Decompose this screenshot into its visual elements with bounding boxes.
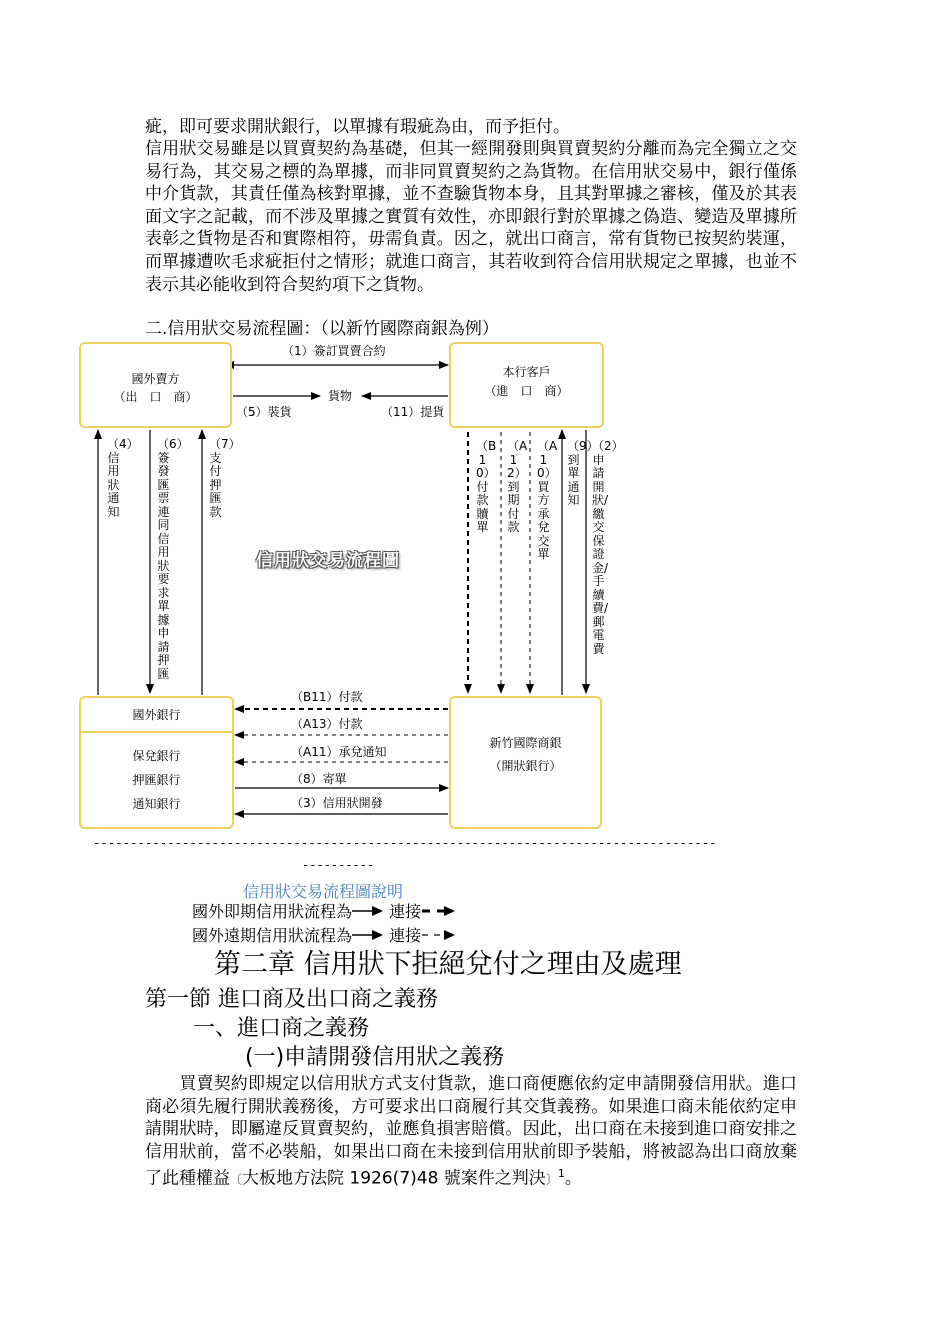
legend-usance: [192, 926, 457, 946]
paragraph-text: 買賣契約即規定以信用狀方式支付貨款，進口商便應依約定申請開發信用狀。進口商必須先履行開狀義務後，方可要求出口商履行其交貨義務。如果進口商未能依約定申請開狀時，即屬違反買賣契約，並應負損害賠償。因此，出口商在未接到進口商安排之信用狀前，當不必裝船，如果出口商在未接到信用狀前即予裝船，將被認為出口商放棄了此種權益: [145, 1074, 797, 1190]
box-sublabel: （出 口 商）: [113, 390, 198, 404]
separator-line: ------------------------------------------------------------------------------------: [93, 836, 717, 850]
legend-usance-label: 國外遠期信用狀流程為: [192, 926, 353, 945]
v2-label: （2）申請開狀/繳交保證金/手續費/郵電費: [592, 439, 624, 656]
paragraph-end: 。: [564, 1169, 582, 1190]
goods-label: 貨物: [325, 389, 355, 403]
body-paragraph: 信用狀交易雖是以買賣契約為基礎，但其一經開發則與買賣契約分離而為完全獨立之交易行為，其交易之標的為單據，而非同買賣契約之為貨物。在信用狀交易中，銀行僅係中介貨款，其責任僅為核對單據，並不查驗貨物本身，且其對單據之審核，僅及於其表面文字之記載，而不涉及單據之實質有效性，亦即銀行對於單據之偽造、變造及單據所表彰之貨物是否和實際相符，毋需負責。因之，就出口商言，常有貨物已按契約裝運，而單據遭吹毛求疵拒付之情形；就進口商言，其若收到符合信用狀規定之單據，也並不表示其必能收到符合契約項下之貨物。: [145, 139, 797, 295]
box-divider: [81, 731, 232, 733]
v7-label: （7）支付押匯款: [209, 437, 241, 519]
subsection-heading: 一、進口商之義務: [193, 1016, 370, 1041]
legend-sight-connect: 連接: [389, 902, 422, 921]
a13-label: （A13）付款: [288, 717, 365, 731]
bank-role: 押匯銀行: [132, 773, 181, 787]
bank-role: 保兌銀行: [132, 749, 181, 763]
contract-label: （1）簽訂買賣合約: [279, 344, 389, 358]
box-label: 國外賣方: [131, 372, 180, 386]
box-title: 國外銀行: [132, 708, 181, 722]
section-heading: 第一節 進口商及出口商之義務: [145, 987, 438, 1012]
bank-role: 通知銀行: [132, 797, 181, 811]
section-heading: 二.信用狀交易流程圖：（以新竹國際商銀為例）: [145, 319, 499, 339]
box-sublabel: （進 口 商）: [484, 384, 569, 398]
body-paragraph: [145, 1073, 797, 1192]
diagram-title: 信用狀交易流程圖: [256, 551, 400, 571]
l8-label: （8）寄單: [288, 772, 350, 786]
our-customer-box: [449, 342, 604, 428]
subsubsection-heading: (一)申請開發信用狀之義務: [245, 1045, 505, 1070]
shipment-label: （5）裝貨: [233, 405, 295, 419]
solid-arrow-icon: [352, 929, 384, 941]
citation-bracket-close: 〕: [545, 1173, 558, 1188]
box-label: 本行客戶: [502, 365, 551, 379]
pickup-label: （11）提貨: [378, 405, 447, 419]
bold-dashed-arrow-icon: [421, 905, 457, 917]
hsinchu-bank-box: [449, 696, 602, 829]
legend-usance-connect: 連接: [389, 926, 422, 945]
v6-label: （6）簽發匯票連同信用狀要求單據申請押匯: [157, 437, 189, 681]
a11-label: （A11）承兌通知: [288, 745, 389, 759]
thin-dashed-arrow-icon: [421, 929, 457, 941]
b10-label: （B10）付款贖單: [476, 439, 497, 534]
v4-label: （4）信用狀通知: [107, 437, 139, 519]
foreign-seller-box: [79, 342, 232, 428]
solid-arrow-icon: [352, 905, 384, 917]
b11-label: （B11）付款: [288, 690, 366, 704]
legend-sight-label: 國外即期信用狀流程為: [192, 902, 353, 921]
citation-bracket-open: 〔: [230, 1173, 243, 1188]
box-sublabel: （開狀銀行）: [489, 759, 562, 773]
citation-text: 大板地方法院 1926(7)48 號案件之判決: [242, 1169, 546, 1190]
separator-line-short: ----------: [302, 858, 375, 872]
chapter-heading: 第二章 信用狀下拒絕兌付之理由及處理: [214, 949, 682, 980]
a10-label: （A10）買方承兌交單: [537, 439, 558, 561]
diagram-caption: 信用狀交易流程圖說明: [243, 882, 404, 901]
a12-label: （A12）到期付款: [507, 439, 528, 534]
legend-sight: [192, 902, 457, 922]
text-line: 疵，即可要求開狀銀行，以單據有瑕疵為由，而予拒付。: [145, 117, 570, 137]
footnote-marker[interactable]: 1: [557, 1167, 565, 1181]
v9-label: （9）到單通知: [567, 439, 599, 507]
foreign-bank-box: [79, 696, 234, 829]
l3-label: （3）信用狀開發: [288, 796, 386, 810]
box-label: 新竹國際商銀: [489, 736, 562, 750]
